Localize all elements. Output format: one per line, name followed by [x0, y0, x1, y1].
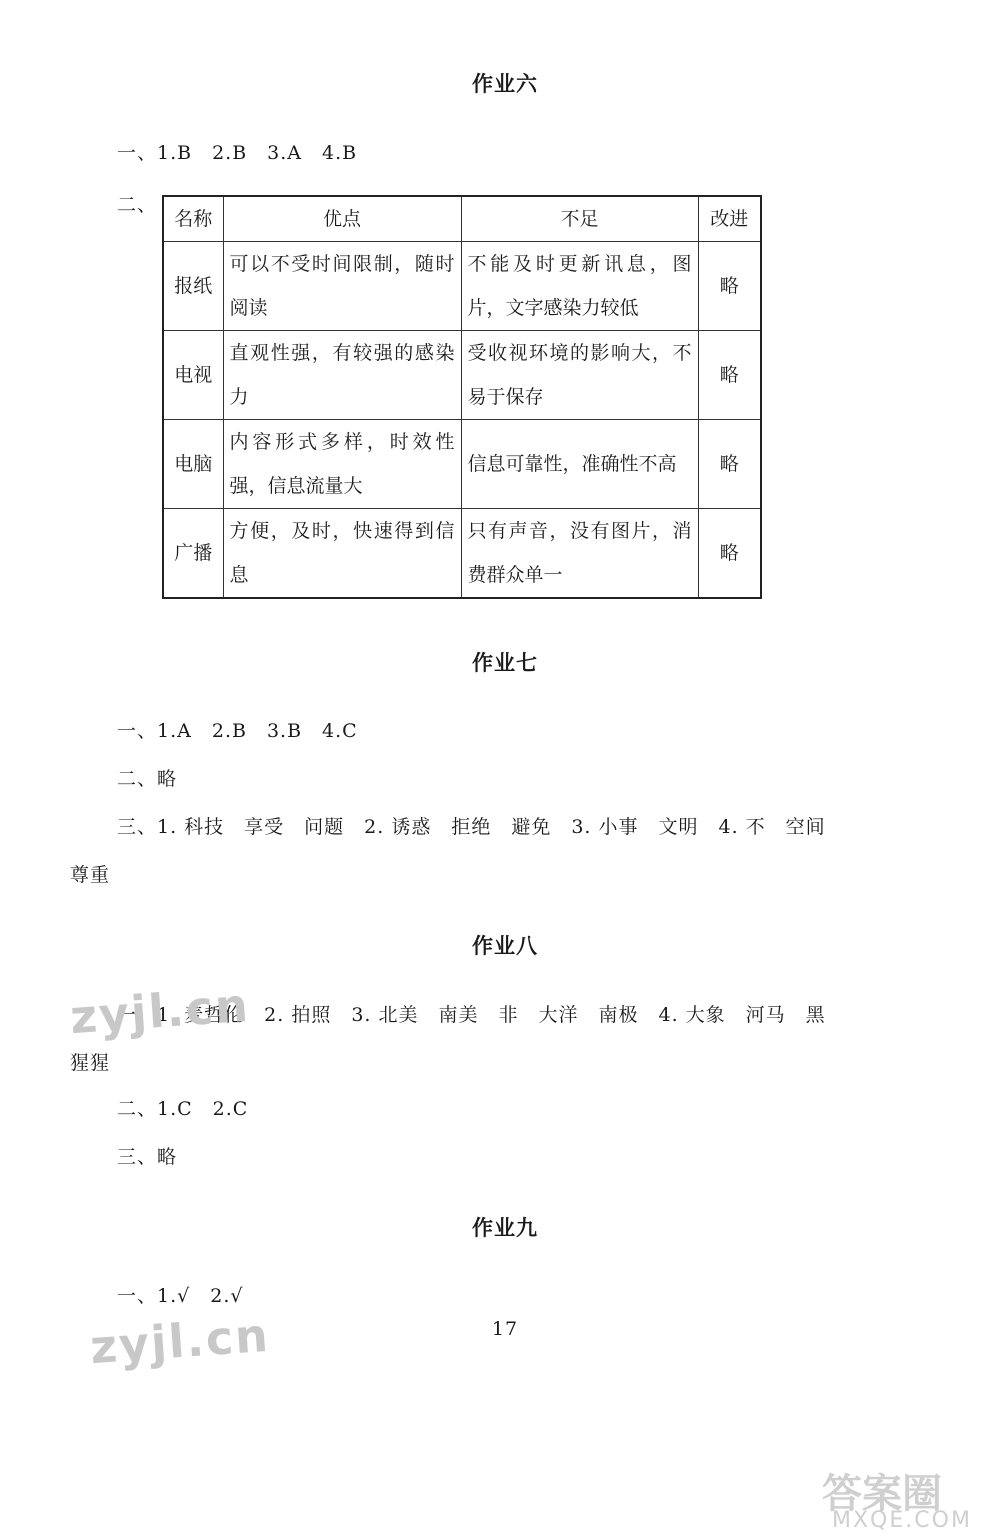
watermark-text: zyjl.cn [88, 1307, 272, 1375]
hw8-q1-answers: 一、1. 麦哲伦 2. 拍照 3. 北美 南美 非 大洋 南极 4. 大象 河马 黑 [117, 1004, 826, 1026]
hw9-q1-answers: 一、1.√ 2.√ [117, 1285, 244, 1307]
table-row [163, 420, 761, 509]
table-row [163, 242, 761, 331]
cell-improvement: 略 [698, 420, 761, 509]
watermark-text: zyjl.cn [68, 977, 252, 1045]
cell-advantage: 内容形式多样，时效性强，信息流量大 [223, 420, 461, 509]
cell-advantage: 可以不受时间限制，随时阅读 [223, 242, 461, 331]
cell-improvement: 略 [698, 509, 761, 599]
cell-shortcoming: 只有声音，没有图片，消费群众单一 [461, 509, 698, 599]
header-improvement: 改进 [698, 196, 761, 242]
header-advantages: 优点 [223, 196, 461, 242]
table-row [163, 509, 761, 599]
watermark-logo-url: MXQE.COM [832, 1508, 972, 1533]
cell-media-name: 电视 [163, 331, 223, 420]
hw8-q2-answers: 二、1.C 2.C [117, 1098, 249, 1120]
media-comparison-table [162, 195, 762, 599]
cell-media-name: 广播 [163, 509, 223, 599]
table-header-row [163, 196, 761, 242]
cell-shortcoming: 信息可靠性，准确性不高 [461, 420, 698, 509]
header-shortcomings: 不足 [461, 196, 698, 242]
cell-shortcoming: 不能及时更新讯息，图片，文字感染力较低 [461, 242, 698, 331]
watermark-logo: 答案圈 [822, 1471, 942, 1517]
section-title-hw9: 作业九 [472, 1216, 538, 1240]
page-number: 17 [491, 1318, 519, 1340]
hw7-q1-answers: 一、1.A 2.B 3.B 4.C [117, 720, 358, 742]
section-title-hw7: 作业七 [472, 651, 538, 675]
cell-shortcoming: 受收视环境的影响大，不易于保存 [461, 331, 698, 420]
section-title-hw8: 作业八 [472, 934, 538, 958]
hw6-q1-answers: 一、1.B 2.B 3.A 4.B [117, 142, 358, 164]
hw6-q2-label: 二、 [117, 194, 158, 216]
table-row [163, 331, 761, 420]
cell-improvement: 略 [698, 331, 761, 420]
cell-media-name: 报纸 [163, 242, 223, 331]
cell-improvement: 略 [698, 242, 761, 331]
hw8-q1-answers-cont: 猩猩 [70, 1052, 111, 1074]
hw7-q3-answers-cont: 尊重 [70, 864, 111, 886]
header-name: 名称 [163, 196, 223, 242]
section-title-hw6: 作业六 [472, 72, 538, 96]
hw8-q3-answer: 三、略 [117, 1146, 178, 1168]
hw7-q2-answer: 二、略 [117, 768, 178, 790]
cell-advantage: 方便，及时，快速得到信息 [223, 509, 461, 599]
cell-media-name: 电脑 [163, 420, 223, 509]
hw7-q3-answers: 三、1. 科技 享受 问题 2. 诱惑 拒绝 避免 3. 小事 文明 4. 不 空间 [117, 816, 826, 838]
cell-advantage: 直观性强，有较强的感染力 [223, 331, 461, 420]
